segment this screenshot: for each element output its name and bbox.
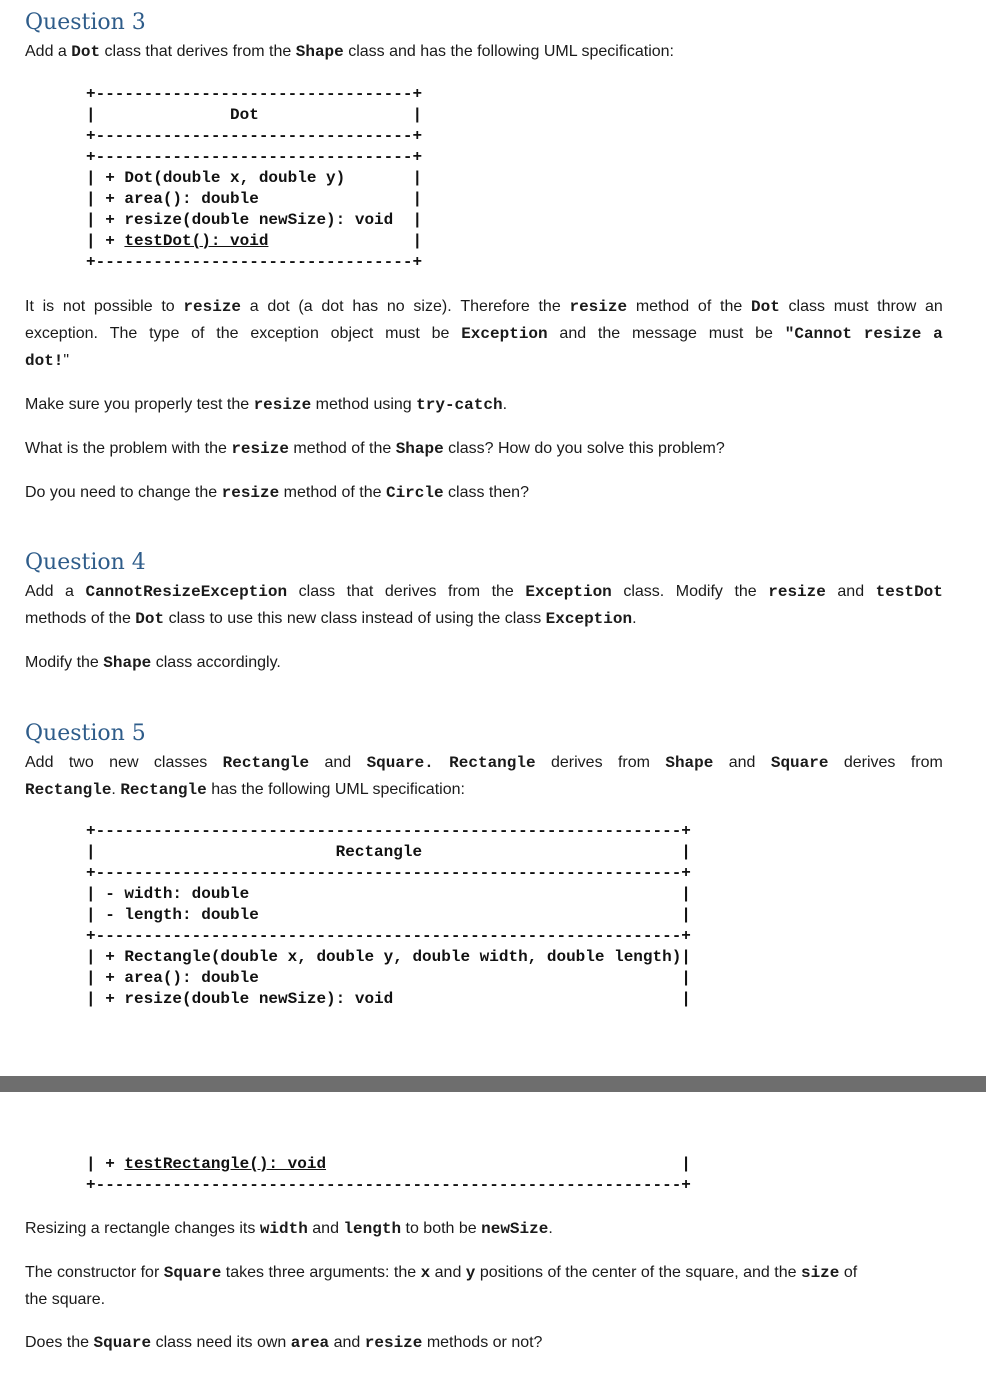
rectangle-uml-lines-top — [86, 821, 691, 1010]
q5-l2-text-d: has the following UML specification: — [211, 781, 465, 798]
word: The — [109, 325, 138, 342]
q5-p1-period: . — [548, 1220, 553, 1237]
uml-line: +-------------------------------------------------------------+ — [86, 927, 691, 945]
word: testDot — [875, 583, 943, 601]
uml-line: +---------------------------------+ — [86, 85, 423, 103]
word: must — [833, 298, 869, 315]
uml-line: | + testDot(): void | — [86, 232, 423, 250]
q3-p1-line3 — [25, 351, 69, 371]
uml-line: | + Rectangle(double x, double y, double width, double length)| — [86, 948, 691, 966]
word: Therefore — [460, 298, 530, 315]
word: Rectangle — [449, 754, 536, 772]
q4-l2-period: . — [632, 610, 637, 627]
q5-p2-text-e: and — [434, 1264, 462, 1281]
word: Add — [25, 583, 54, 600]
word: of — [697, 298, 712, 315]
word: be — [755, 325, 773, 342]
word: from — [910, 754, 943, 771]
word: resize — [183, 298, 242, 316]
word: a — [65, 583, 74, 600]
q3-intro-text-a: Add a — [25, 43, 67, 60]
q3-p4-text-c: method of the — [283, 484, 382, 501]
word: resize — [863, 325, 922, 343]
word: Shape — [665, 754, 714, 772]
q5-p1-text-c: and — [312, 1220, 339, 1237]
question-4-heading: Question 4 — [25, 550, 146, 575]
word: to — [161, 298, 175, 315]
word: dot — [321, 298, 344, 315]
word: must — [708, 325, 744, 342]
question-5-heading: Question 5 — [25, 721, 146, 746]
q5-l2-code-rectangle-2: Rectangle — [120, 781, 207, 799]
q3-p4-text-e: class then? — [448, 484, 529, 501]
q4-p2-text-c: class accordingly. — [155, 654, 281, 671]
word: the — [491, 583, 514, 600]
q3-p1-line1 — [25, 297, 943, 317]
q3-p2-code-resize: resize — [253, 396, 312, 414]
word: classes — [153, 754, 208, 771]
q5-p2-code-square: Square — [163, 1264, 222, 1282]
word: Square — [770, 754, 829, 772]
q3-p1-quote: " — [63, 352, 70, 369]
q3-p3-code-shape: Shape — [395, 440, 444, 458]
word: an — [924, 298, 943, 315]
word: Dot — [750, 298, 780, 316]
q5-p3-text-a: Does the — [25, 1334, 90, 1351]
q4-p2-text-a: Modify the — [25, 654, 99, 671]
word: method — [635, 298, 690, 315]
q5-line1 — [25, 753, 943, 773]
uml-underlined-method: testRectangle(): void — [124, 1155, 327, 1173]
q5-p3-text-c: class need its own — [155, 1334, 287, 1351]
word: CannotResizeException — [85, 583, 288, 601]
word: Modify — [675, 583, 723, 600]
q5-p2-code-x: x — [420, 1264, 431, 1282]
dot-uml-lines — [86, 84, 422, 273]
q5-p1-code-length: length — [343, 1220, 402, 1238]
q5-p3-text-e: and — [333, 1334, 361, 1351]
q3-p4-code-resize: resize — [221, 484, 280, 502]
q5-p3-code-square: Square — [93, 1334, 152, 1352]
word: derives — [384, 583, 437, 600]
word: derives — [843, 754, 896, 771]
word: the — [720, 298, 743, 315]
word: It — [25, 298, 34, 315]
page-break-divider — [0, 1076, 986, 1092]
word: object — [330, 325, 374, 342]
q3-intro-text-c: class that derives from the — [104, 43, 292, 60]
q5-p3 — [25, 1333, 542, 1353]
q5-p2-line2: the square. — [25, 1291, 106, 1308]
word: "Cannot — [784, 325, 852, 343]
word: and — [728, 754, 756, 771]
question-3-heading: Question 3 — [25, 10, 146, 35]
q3-p4-text-a: Do you need to change the — [25, 484, 218, 501]
word: resize — [768, 583, 826, 601]
q3-intro-text-e: class and has the following UML specification: — [348, 43, 674, 60]
word: not — [62, 298, 86, 315]
word: throw — [877, 298, 917, 315]
uml-line: | Dot | — [86, 106, 423, 124]
q3-intro-code-shape: Shape — [295, 43, 344, 61]
q5-p3-text-g: methods or not? — [426, 1334, 543, 1351]
rectangle-uml-diagram-bottom — [86, 1154, 691, 1196]
q5-p2-text-g: positions of the center of the square, and the — [479, 1264, 797, 1281]
uml-line: | + testRectangle(): void | — [86, 1155, 691, 1173]
word: dot — [267, 298, 290, 315]
q3-p3-text-a: What is the problem with the — [25, 440, 227, 457]
q5-p2-line1 — [25, 1263, 857, 1283]
word: Exception — [525, 583, 612, 601]
q5-p2-text-c: takes three arguments: the — [225, 1264, 417, 1281]
q4-line2 — [25, 609, 637, 629]
uml-line: | + area(): double | — [86, 190, 423, 208]
q5-p2-code-y: y — [465, 1264, 476, 1282]
word: and — [324, 754, 352, 771]
q4-l2-text-a: methods of the — [25, 610, 131, 627]
dot-uml-diagram — [86, 84, 422, 273]
word: derives — [550, 754, 603, 771]
word: class — [298, 583, 336, 600]
word: the — [538, 298, 561, 315]
word: the — [216, 325, 239, 342]
q3-p2-code-try-catch: try-catch — [416, 396, 503, 414]
q5-line2 — [25, 780, 465, 800]
word: that — [346, 583, 374, 600]
q4-p2-code-shape: Shape — [103, 654, 152, 672]
word: Square. — [366, 754, 434, 772]
q5-p3-code-area: area — [290, 1334, 330, 1352]
uml-line: +---------------------------------+ — [86, 127, 423, 145]
word: message — [631, 325, 697, 342]
q3-p4 — [25, 483, 529, 503]
word: and — [837, 583, 865, 600]
q4-l2-code-exception: Exception — [545, 610, 633, 628]
q5-p1 — [25, 1219, 553, 1239]
word: size). — [413, 298, 452, 315]
word: resize — [569, 298, 628, 316]
q4-l2-text-c: class to use this new class instead of using the class — [168, 610, 542, 627]
q5-p3-code-resize: resize — [364, 1334, 423, 1352]
q3-p2-text-a: Make sure you properly test the — [25, 396, 250, 413]
uml-line: | - width: double | — [86, 885, 691, 903]
rectangle-uml-diagram-top — [86, 821, 691, 1010]
word: new — [109, 754, 139, 771]
rectangle-uml-lines-bottom — [86, 1154, 691, 1196]
word: exception. — [25, 325, 98, 342]
q3-p3-code-resize: resize — [231, 440, 289, 458]
word: must — [385, 325, 420, 342]
uml-line: +-------------------------------------------------------------+ — [86, 1176, 691, 1194]
q3-p3-text-c: method of the — [293, 440, 392, 457]
q3-p4-code-circle: Circle — [385, 484, 444, 502]
q3-intro-code-dot: Dot — [71, 43, 101, 61]
uml-underlined-method: testDot(): void — [124, 232, 269, 250]
word: from — [448, 583, 481, 600]
uml-line: | + resize(double newSize): void | — [86, 211, 423, 229]
uml-line: | - length: double | — [86, 906, 691, 924]
uml-line: | Rectangle | — [86, 843, 691, 861]
q3-p3 — [25, 439, 725, 459]
word: two — [68, 754, 94, 771]
uml-line: +---------------------------------+ — [86, 253, 423, 271]
q5-p2-text-i: of — [843, 1264, 858, 1281]
uml-line: +---------------------------------+ — [86, 148, 423, 166]
word: Add — [25, 754, 54, 771]
word: from — [617, 754, 650, 771]
q4-p2 — [25, 653, 281, 673]
word: a — [933, 325, 943, 343]
word: and — [559, 325, 587, 342]
word: possible — [93, 298, 153, 315]
word: the — [597, 325, 621, 342]
word: class. — [623, 583, 665, 600]
q4-l2-code-dot: Dot — [135, 610, 165, 628]
q5-l2-period: . — [111, 781, 121, 798]
q5-p1-code-newsize: newSize — [481, 1220, 549, 1238]
word: class — [788, 298, 825, 315]
word: of — [191, 325, 205, 342]
word: exception — [250, 325, 319, 342]
word: no — [386, 298, 405, 315]
uml-line: +-------------------------------------------------------------+ — [86, 864, 691, 882]
q5-l2-code-rectangle: Rectangle — [25, 781, 112, 799]
word: be — [431, 325, 450, 342]
q3-p1-line2 — [25, 324, 943, 344]
word: is — [42, 298, 55, 315]
q5-p1-text-a: Resizing a rectangle changes its — [25, 1220, 256, 1237]
uml-line: | + area(): double | — [86, 969, 691, 987]
word: a — [249, 298, 259, 315]
q3-p2 — [25, 395, 507, 415]
q3-p2-period: . — [502, 396, 508, 413]
word: Rectangle — [222, 754, 310, 772]
q5-p2-code-size: size — [800, 1264, 840, 1282]
q5-p1-code-width: width — [259, 1220, 308, 1238]
uml-line: | + Dot(double x, double y) | — [86, 169, 423, 187]
q3-p1-code-dot: dot! — [25, 352, 64, 370]
word: Exception — [461, 325, 548, 343]
uml-line: | + resize(double newSize): void | — [86, 990, 691, 1008]
q5-p1-text-e: to both be — [405, 1220, 477, 1237]
word: has — [352, 298, 379, 315]
word: (a — [298, 298, 313, 315]
q3-intro — [25, 42, 674, 62]
q4-line1 — [25, 582, 943, 602]
uml-line: +-------------------------------------------------------------+ — [86, 822, 691, 840]
q3-p2-text-c: method using — [315, 396, 412, 413]
word: type — [149, 325, 180, 342]
q3-p3-text-e: class? How do you solve this problem? — [448, 440, 725, 457]
q5-p2-text-a: The constructor for — [25, 1264, 160, 1281]
word: the — [734, 583, 757, 600]
